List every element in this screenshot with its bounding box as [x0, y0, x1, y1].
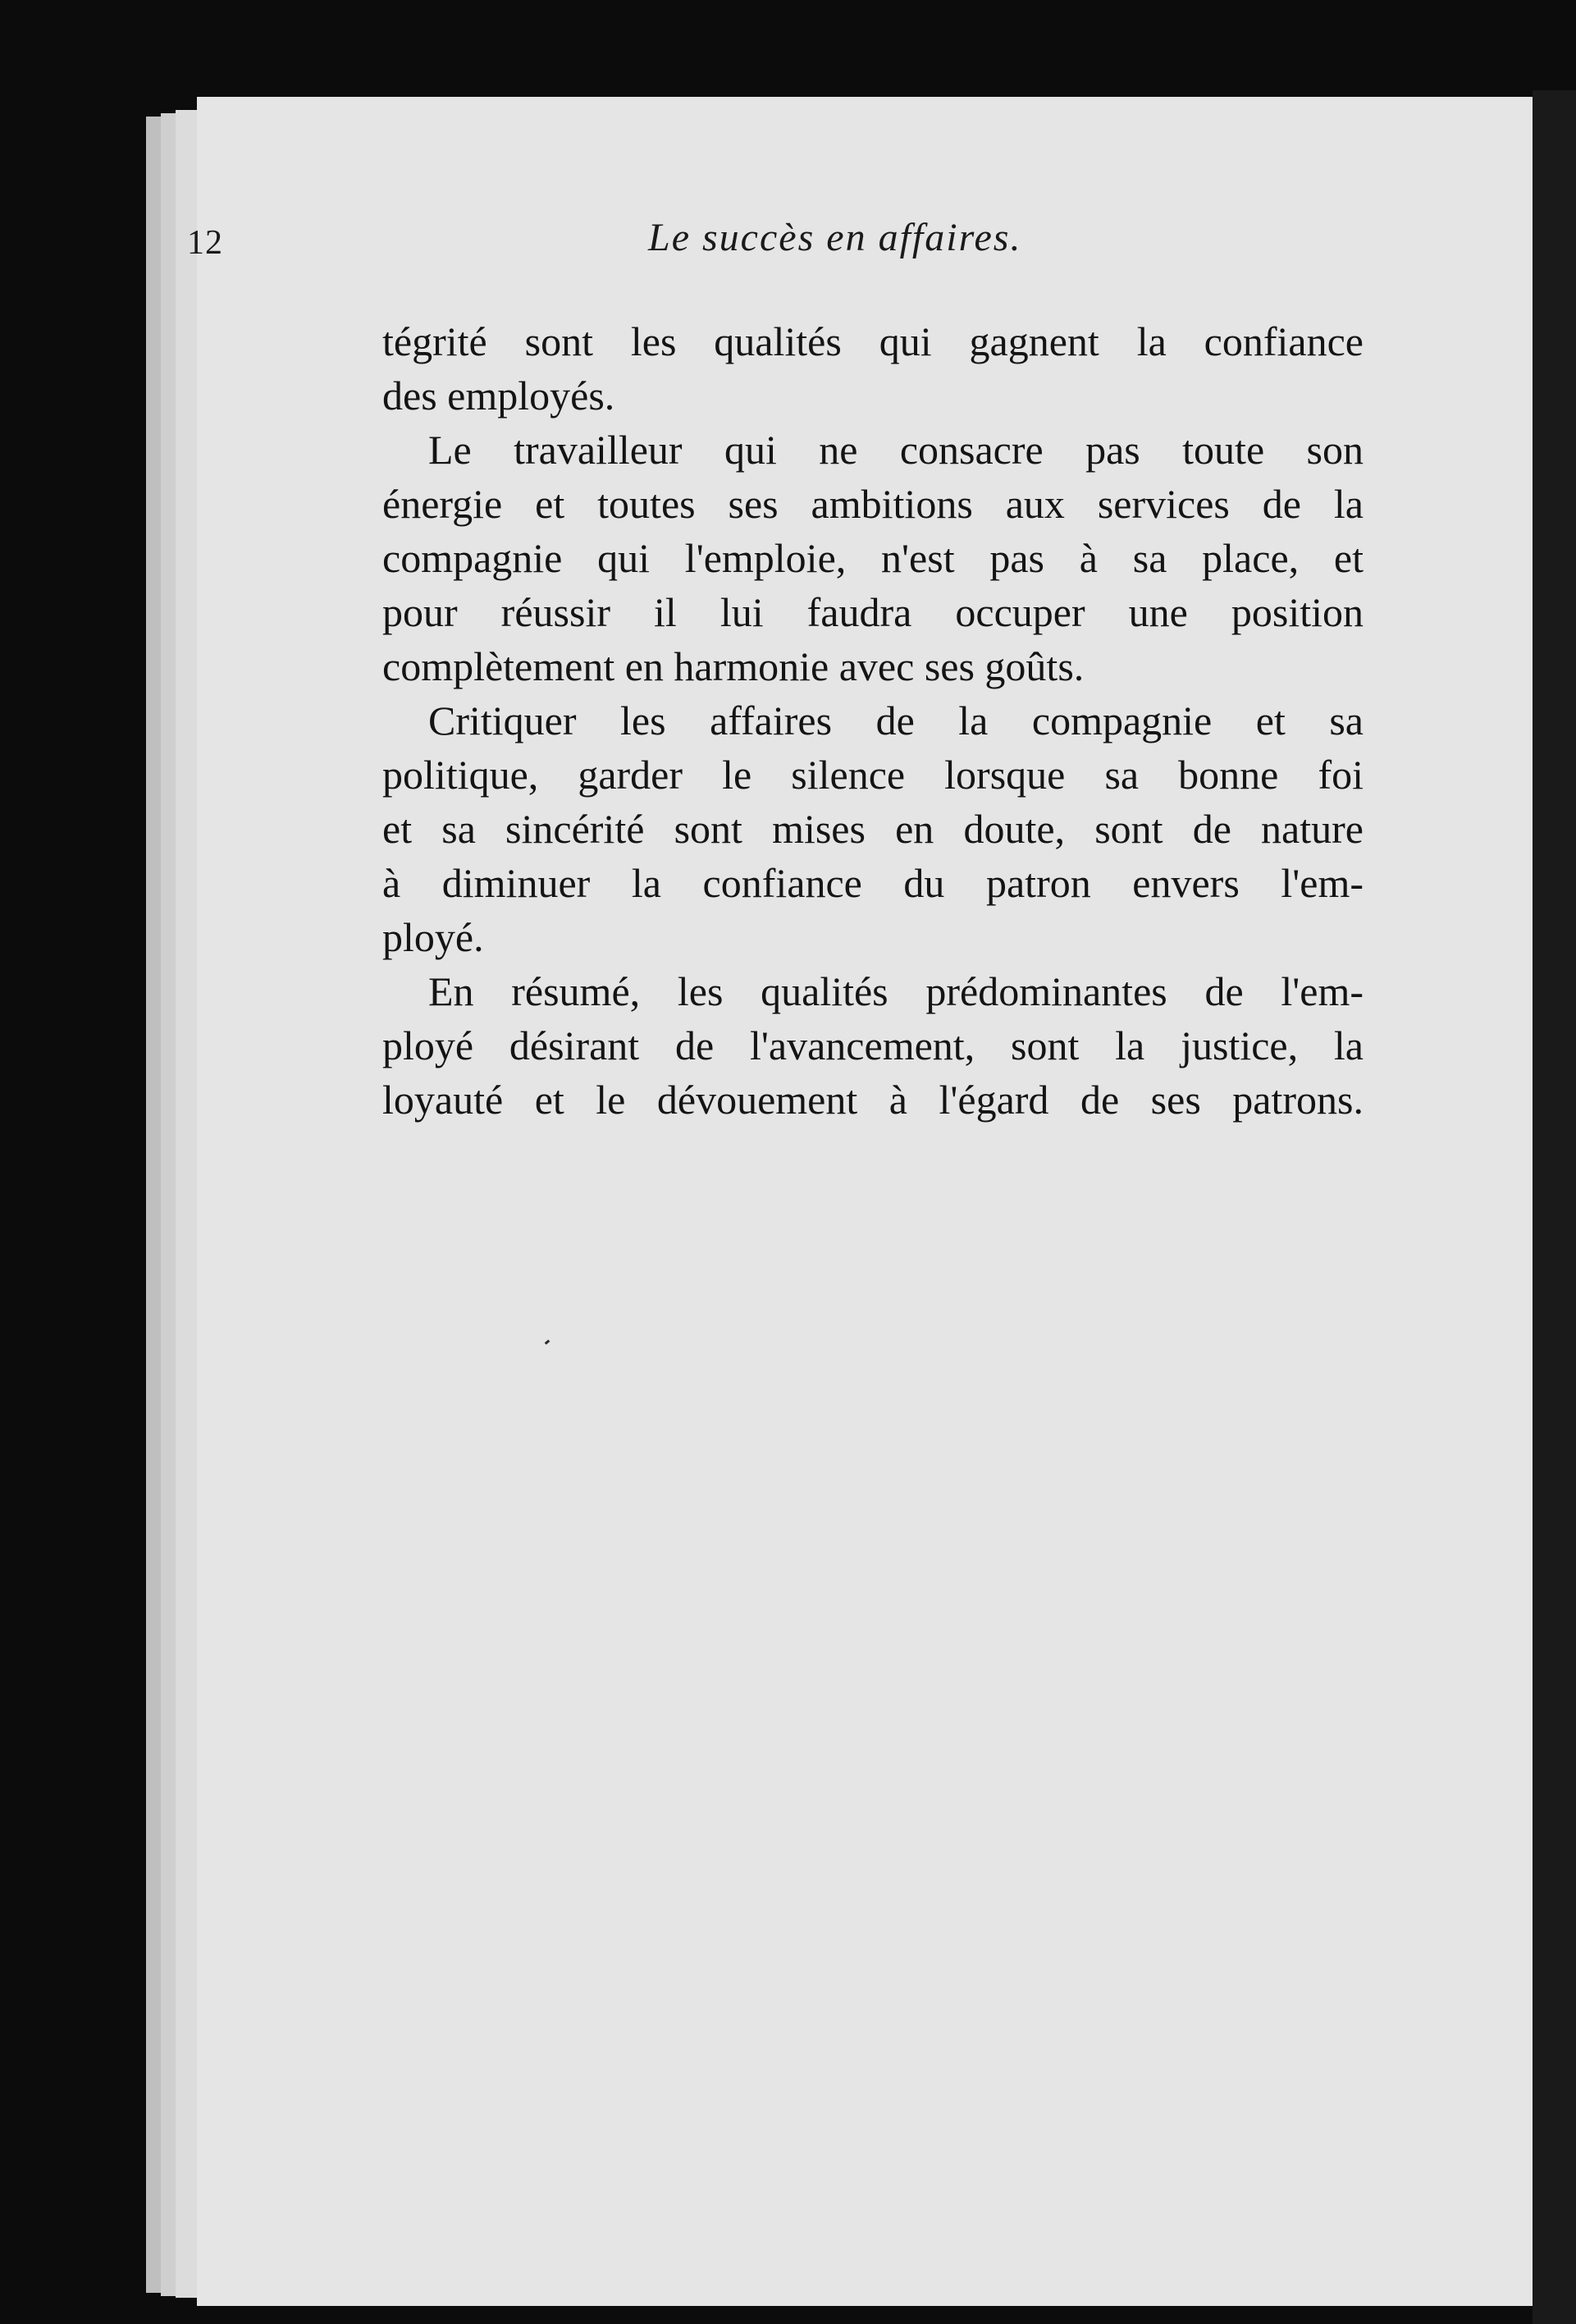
- text-line: En résumé, les qualités prédominantes de l'em-: [428, 968, 1364, 1014]
- text-line: Le travailleur qui ne consacre pas toute son: [428, 427, 1364, 473]
- text-line: ployé désirant de l'avancement, sont la justice, la: [382, 1022, 1364, 1068]
- text-line: pour réussir il lui faudra occuper une position: [382, 589, 1364, 635]
- text-line: loyauté et le dévouement à l'égard de ses patrons.: [382, 1077, 1364, 1123]
- running-title: Le succès en affaires.: [648, 216, 1022, 259]
- text-line: et sa sincérité sont mises en doute, sont de nature: [382, 806, 1364, 852]
- text-line: complètement en harmonie avec ses goûts.: [382, 643, 1085, 689]
- book-binding-edge: [1533, 90, 1576, 2324]
- text-line: Critiquer les affaires de la compagnie et sa: [428, 698, 1364, 743]
- text-line: des employés.: [382, 373, 615, 419]
- text-line: énergie et toutes ses ambitions aux services de la: [382, 481, 1364, 527]
- text-line: ployé.: [382, 914, 484, 960]
- text-line: compagnie qui l'emploie, n'est pas à sa place, et: [382, 535, 1364, 581]
- text-line: politique, garder le silence lorsque sa bonne foi: [382, 752, 1364, 798]
- body-text: [382, 314, 1364, 1127]
- page-number: 12: [187, 224, 223, 262]
- text-line: à diminuer la confiance du patron envers l'em-: [382, 860, 1364, 906]
- text-line: tégrité sont les qualités qui gagnent la confiance: [382, 318, 1364, 364]
